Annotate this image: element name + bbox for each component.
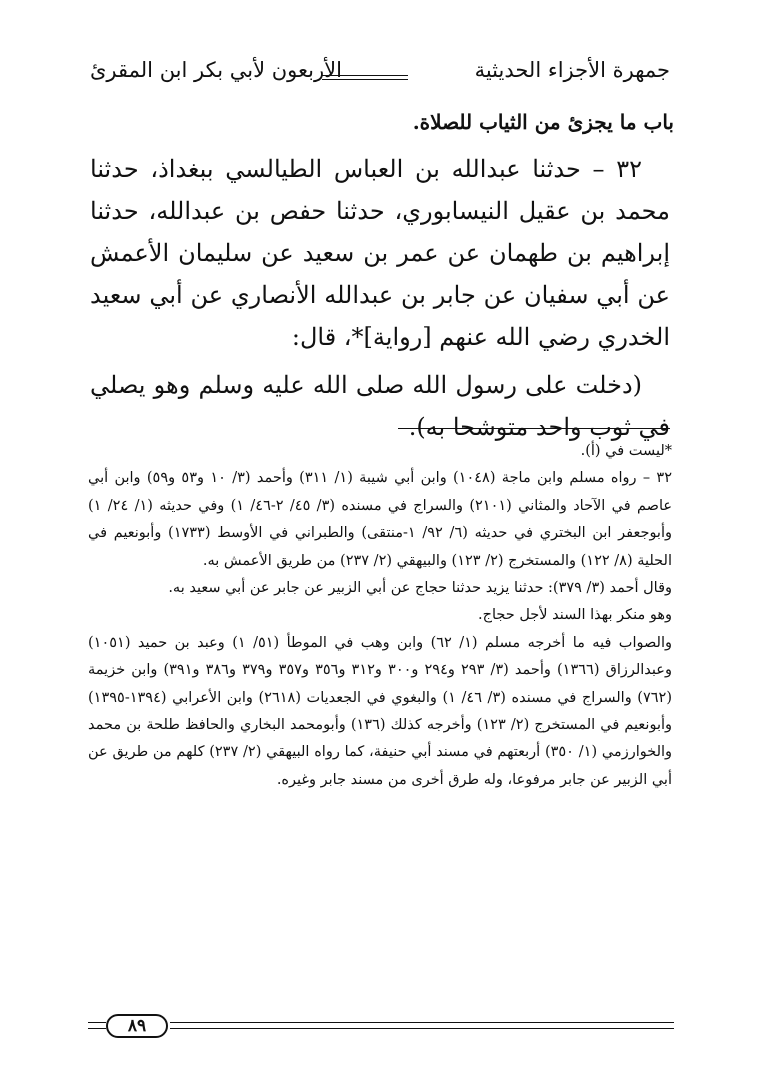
footnote-star: *ليست في (أ). bbox=[580, 443, 672, 459]
footnotes bbox=[88, 438, 672, 794]
footer-rule bbox=[170, 1028, 674, 1029]
chapter-title: باب ما يجزئ من الثياب للصلاة. bbox=[412, 110, 674, 134]
hadith-paragraph: ٣٢ – حدثنا عبدالله بن العباس الطيالسي ببغداذ، حدثنا محمد بن عقيل النيسابوري، حدثنا حفص بن عبدالله، حدثنا إبراهيم بن طهمان عن عمر بن سعيد عن سليمان الأعمش عن أبي سفيان عن جابر بن عبدالله الأنصاري عن أبي سعيد الخدري رضي الله عنهم [رواية]*، قال: bbox=[90, 155, 670, 351]
footer-rule bbox=[170, 1022, 674, 1023]
footnote-sawab: والصواب فيه ما أخرجه مسلم (١/ ٦٢) وابن وهب في الموطأ (٥١/ ١) وعبد بن حميد (١٠٥١) وعبدالرزاق (١٣٦٦) وأحمد (٣/ ٢٩٣ و٢٩٤ و٣٠٠ و٣١٢ و٣٥٦ و٣٥٧ و٣٧٩ و٣٨٦ و٣٩١) وابن خزيمة (٧٦٢) والسراج في مسنده (٣/ ٤٦/ ١) والبغوي في الجعديات (٢٦١٨) وابن الأعرابي (١٣٩٤-١٣٩٥) وأبونعيم في المستخرج (٢/ ١٢٣) وأخرجه كذلك (١٣٦) وأبومحمد البخاري والحافظ طلحة بن محمد والخوارزمي (١/ ٣٥٠) أربعتهم في مسند أبي حنيفة، كما رواه البيهقي (٢/ ٢٣٧) كلهم من طريق عن أبي الزبير عن جابر مرفوعا، وله طرق أخرى من مسند جابر وغيره. bbox=[88, 634, 673, 788]
footnote-takhrij: ٣٢ – رواه مسلم وابن ماجة (١٠٤٨) وابن أبي شيبة (١/ ٣١١) وأحمد (٣/ ١٠ و٥٣ و٥٩) وابن أبي عاصم في الآحاد والمثاني (٢١٠١) والسراج في مسنده (٣/ ٤٥/ ٢-٤٦/ ١) وفي حديثه (١/ ٢٤/ ١) وأبوجعفر ابن البختري في حديثه (٦/ ٩٢/ ١-منتقى) والطبراني في الأوسط (١٧٣٣) وأبونعيم في الحلية (٨/ ١٢٢) والمستخرج (٢/ ١٢٣) والبيهقي (٢/ ٢٣٧) من طريق الأعمش به. bbox=[88, 470, 673, 569]
header-book-title: جمهرة الأجزاء الحديثية bbox=[474, 58, 670, 82]
footer-rule bbox=[88, 1028, 106, 1029]
page-number: ٨٩ bbox=[106, 1014, 168, 1038]
footnote-separator bbox=[398, 428, 670, 429]
footnote-munkar: وهو منكر بهذا السند لأجل حجاج. bbox=[478, 607, 672, 624]
footer-rule bbox=[88, 1022, 106, 1023]
header-part-title: الأربعون لأبي بكر ابن المقرئ bbox=[90, 58, 342, 82]
hadith-quote: (دخلت على رسول الله صلى الله عليه وسلم وهو يصلي في ثوب واحد متوشحا به). bbox=[90, 371, 670, 441]
page-footer bbox=[88, 1014, 674, 1038]
footnote-ahmad: وقال أحمد (٣/ ٣٧٩): حدثنا يزيد حدثنا حجاج عن أبي الزبير عن جابر عن أبي سعيد به. bbox=[168, 580, 672, 597]
running-header bbox=[90, 58, 670, 92]
main-text bbox=[90, 148, 670, 448]
